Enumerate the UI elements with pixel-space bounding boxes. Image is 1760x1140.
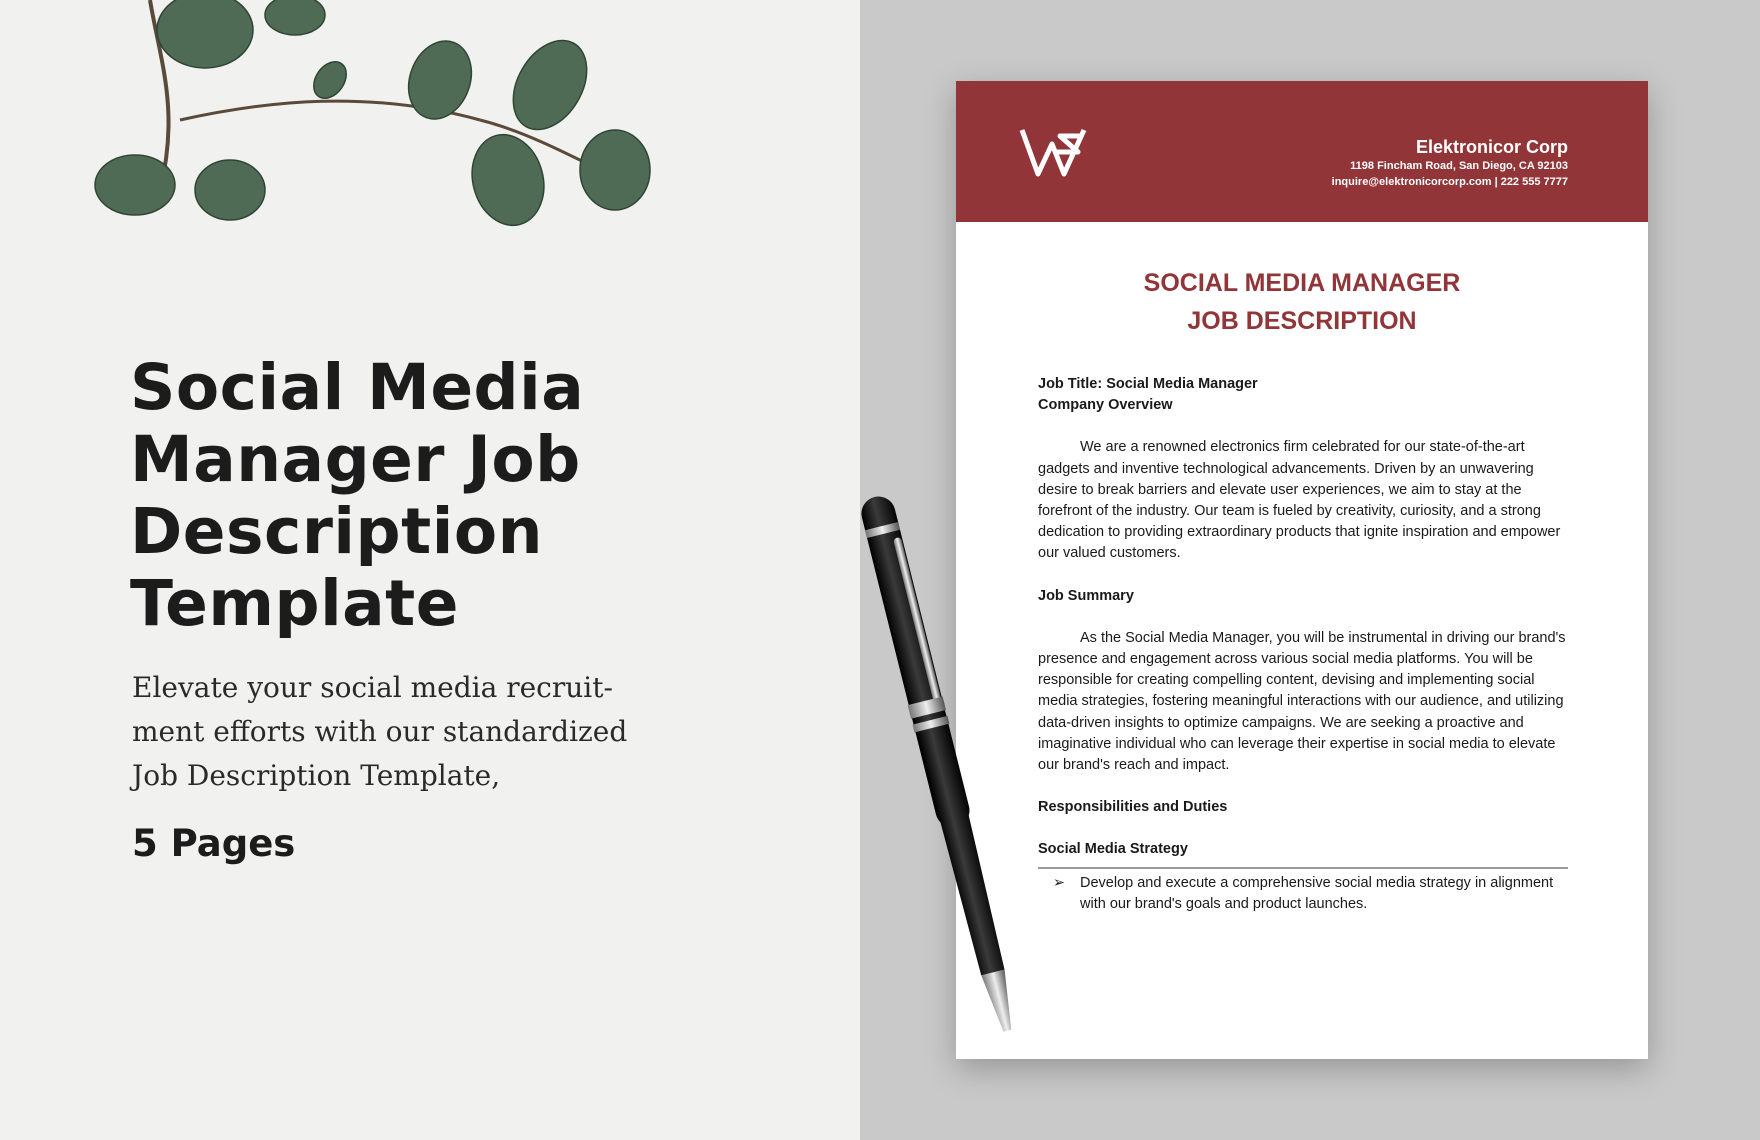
responsibilities-heading: Responsibilities and Duties (1038, 799, 1228, 816)
summary-text: As the Social Media Manager, you will be instrumental in driving our brand's presence and engagement across various social media platforms. You will be responsible for creating compelling content, devising and implementing social media strategies, fostering meaningful interactions with our audience, and utilizing data-driven insights to optimize campaigns. We are seeking a proactive and imaginative individual who can leverage their expertise in social media to elevate our brand's reach and impact. (1038, 629, 1566, 774)
strategy-heading: Social Media Strategy (1038, 841, 1188, 858)
job-title-line: Job Title: Social Media Manager (1038, 376, 1258, 392)
document-title-line1: SOCIAL MEDIA MANAGER (1143, 269, 1461, 297)
hero-subtitle: Elevate your social media recruit-ment efforts with our standardized Job Description Template, (132, 671, 628, 792)
document-title-line2: JOB DESCRIPTION (1187, 307, 1417, 335)
company-logo-icon (1018, 126, 1088, 178)
pen-image (830, 478, 1060, 1058)
eucalyptus-branch-image (40, 0, 660, 260)
company-info (1332, 136, 1568, 190)
overview-heading: Company Overview (1038, 397, 1173, 414)
list-item (1038, 873, 1568, 915)
overview-text: We are a renowned electronics firm celebrated for our state-of-the-art gadgets and inventive technological advancements. Driven by an unwavering desire to break barriers and elevate user experiences, we aim to stay at the forefront of the industry. Our team is fueled by creativity, curiosity, and a strong dedication to providing extraordinary products that ignite inspiration and empower our valued customers. (1038, 439, 1561, 562)
document-title (956, 264, 1648, 340)
hero-title: Social Media Manager Job Description Template (130, 351, 585, 640)
page-count: 5 Pages (132, 822, 296, 865)
document-header (956, 81, 1648, 222)
section-divider (1038, 867, 1568, 869)
company-name: Elektronicor Corp (1415, 137, 1568, 157)
company-address: 1198 Fincham Road, San Diego, CA 92103 (1350, 160, 1568, 172)
arrow-bullet-icon: ➢ (1052, 874, 1066, 891)
bullet-text: Develop and execute a comprehensive social media strategy in alignment with our brand's goals and product launches. (1080, 874, 1554, 912)
summary-heading: Job Summary (1038, 587, 1134, 604)
document-body (1038, 374, 1568, 915)
company-contact: inquire@elektronicorcorp.com | 222 555 7777 (1331, 176, 1568, 188)
